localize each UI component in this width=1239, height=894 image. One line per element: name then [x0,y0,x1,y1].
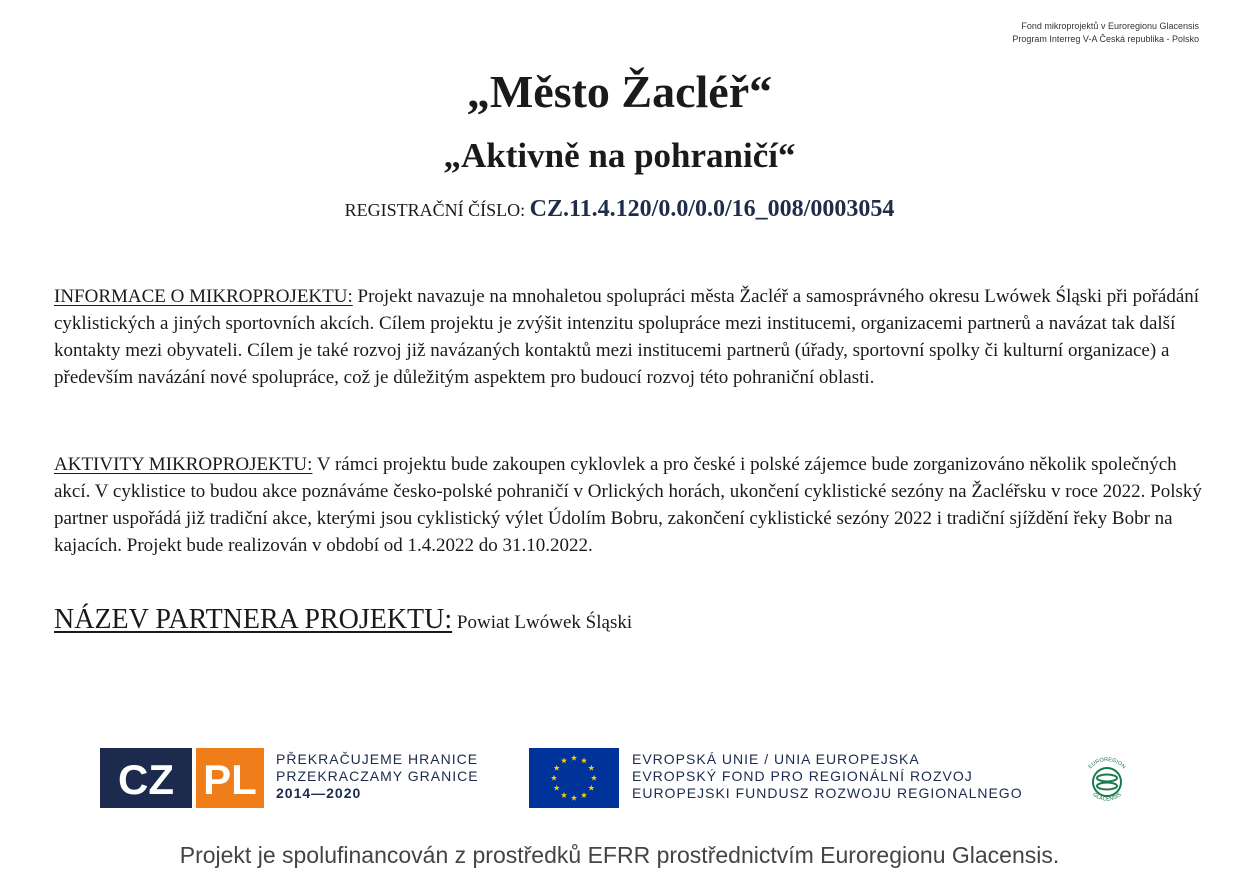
eu-line3: EUROPEJSKI FUNDUSZ ROZWOJU REGIONALNEGO [632,785,1023,801]
registration-number: CZ.11.4.120/0.0/0.0/16_008/0003054 [529,196,895,222]
page-title: „Město Žacléř“ [466,66,773,117]
info-section [54,283,1204,391]
euroregion-glacensis-logo [1078,753,1136,811]
czpl-logo [100,748,264,808]
czpl-line1: PŘEKRAČUJEME HRANICE [276,751,479,767]
page-subtitle: „Aktivně na pohraničí“ [443,136,796,175]
program-header-note [1012,20,1199,46]
eu-flag-icon [529,748,619,808]
partner-value: Powiat Lwówek Śląski [456,612,633,633]
logo-strip [0,745,1239,815]
activities-text: V rámci projektu bude zakoupen cyklovlek a pro české i polské zájemce bude zorganizováno několik společných akcí. V cyklistice to budou akce poznáváme česko-polské pohraničí v Orlických horách, ukončení cyklistické sezóny na Žacléřsku v roce 2022. Polský partner uspořádá již tradiční akce, kterými jsou cyklistický výlet Údolím Bobru, zakončení cyklistické sezóny 2022 i tradiční sjíždění řeky Bobr na kajacích. Projekt bude realizován v období od 1.4.2022 do 31.10.2022. [54,454,1202,556]
registration-line [0,193,1239,226]
eu-logo-text [632,751,1023,802]
czpl-logo-text [276,751,479,802]
registration-label: REGISTRAČNÍ ČÍSLO: [344,200,526,220]
partner-section [54,606,1204,636]
euroregion-arc-bottom: GLACENSIS [1091,791,1123,803]
partner-label: NÁZEV PARTNERA PROJEKTU: [54,604,453,635]
euroregion-arc-top: EUROREGION [1087,756,1127,771]
header-note-line1: Fond mikroprojektů v Euroregionu Glacensis [1021,21,1199,31]
activities-label: AKTIVITY MIKROPROJEKTU: [54,454,313,475]
cofinancing-footer: Projekt je spolufinancován z prostředků EFRR prostřednictvím Euroregionu Glacensis. [179,842,1060,868]
czpl-mark-cz: CZ [118,756,174,803]
svg-text:GLACENSIS [1091,792,1123,803]
czpl-mark-pl: PL [203,756,257,803]
activities-section [54,451,1204,559]
info-label: INFORMACE O MIKROPROJEKTU: [54,286,353,307]
eu-line1: EVROPSKÁ UNIE / UNIA EUROPEJSKA [632,751,920,767]
header-note-line2: Program Interreg V-A Česká republika - Polsko [1012,34,1199,44]
czpl-line2: PRZEKRACZAMY GRANICE [276,768,479,784]
eu-line2: EVROPSKÝ FOND PRO REGIONÁLNÍ ROZVOJ [632,768,973,784]
info-text: Projekt navazuje na mnohaletou spolupráci města Žacléř a samosprávného okresu Lwówek Śląski při pořádání cyklistických a jiných sportovních akcích. Cílem projektu je zvýšit intenzitu spolupráce mezi institucemi, organizacemi partnerů a navázat tak další kontakty mezi obyvateli. Cílem je také rozvoj již navázaných kontaktů mezi institucemi partnerů (úřady, sportovní spolky či kulturní organizace) a především navázání nové spolupráce, což je důležitým aspektem pro budoucí rozvoj této pohraniční oblasti. [54,286,1200,388]
czpl-line3: 2014—2020 [276,785,362,801]
